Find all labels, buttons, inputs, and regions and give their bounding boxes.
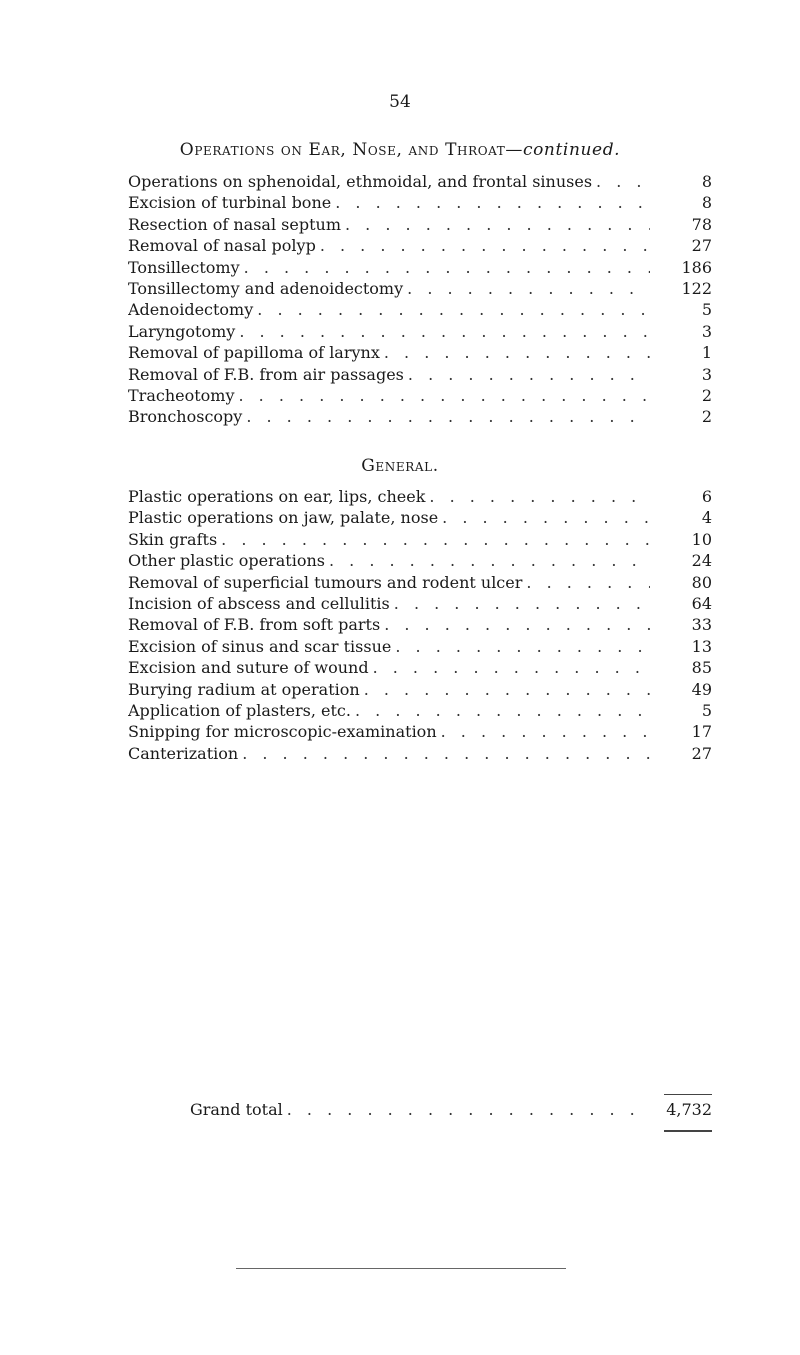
operation-label: Plastic operations on jaw, palate, nose [128,508,439,528]
operation-count: 6 [701,487,712,506]
operation-label: Skin grafts [128,529,218,549]
operation-count: 85 [691,658,712,678]
table-row [128,386,712,407]
leader-dots [407,279,650,298]
leader-dots [442,508,650,527]
leader-dots [329,551,650,570]
table-row [128,658,712,679]
operation-count: 1 [701,343,712,363]
operation-label: Removal of nasal polyp [128,236,316,256]
table-row [128,258,712,279]
leader-dots [320,236,650,255]
operation-count: 17 [691,722,712,742]
table-row [128,701,712,722]
leader-dots [394,594,650,613]
leader-dots [384,343,650,362]
operation-label: Removal of papilloma of larynx [128,343,380,363]
operation-count: 8 [701,193,712,213]
general-operations-list [128,487,712,765]
operation-label: Tonsillectomy [128,257,240,277]
operation-label: Removal of F.B. from soft parts [128,615,381,635]
leader-dots [335,193,650,212]
operation-label: Bronchoscopy [128,407,243,427]
footer-rule [236,1268,566,1269]
table-row [128,508,712,529]
operation-count: 5 [701,300,712,320]
leader-dots [257,300,650,319]
leader-dots [242,744,650,763]
table-row [128,279,712,300]
grand-total-value: 4,732 [666,1100,712,1119]
operation-count: 80 [691,572,712,592]
table-row [128,322,712,343]
operation-count: 33 [691,615,712,635]
bottom-rule [664,1130,712,1132]
operation-count: 122 [681,278,712,298]
operation-label: Tracheotomy [128,385,235,405]
operation-count: 13 [691,636,712,656]
leader-dots [287,1100,650,1119]
leader-dots [239,322,650,341]
operation-count: 8 [701,172,712,191]
table-row [128,722,712,743]
operation-label: Excision and suture of wound [128,658,369,678]
section-title-continued: continued. [522,140,621,160]
operation-label: Excision of turbinal bone [128,193,332,213]
ent-operations-list [128,172,712,429]
total-rule [664,1094,712,1095]
table-row [128,530,712,551]
leader-dots [355,701,650,720]
table-row [128,343,712,364]
operation-label: Application of plasters, etc. [128,700,351,720]
operation-label: Operations on sphenoidal, ethmoidal, and frontal sinuses [128,172,593,191]
leader-dots [526,573,650,592]
leader-dots [373,658,650,677]
operation-label: Other plastic operations [128,551,325,571]
operation-count: 10 [691,529,712,549]
table-row [128,193,712,214]
table-row [128,680,712,701]
operation-label: Laryngotomy [128,321,236,341]
leader-dots [408,365,650,384]
operation-label: Removal of superficial tumours and rodent ulcer [128,572,523,592]
section-title-ear-nose-throat [0,140,800,160]
section-title-text: Operations on Ear, Nose, and Throat— [179,140,523,160]
leader-dots [246,407,650,426]
operation-label: Removal of F.B. from air passages [128,364,404,384]
operation-label: Resection of nasal septum [128,214,341,234]
leader-dots [239,386,651,405]
operation-count: 49 [691,679,712,699]
operation-label: Tonsillectomy and adenoidectomy [128,278,404,298]
operation-count: 27 [691,743,712,763]
leader-dots [364,680,650,699]
operation-count: 4 [701,508,712,528]
leader-dots [429,487,650,506]
leader-dots [596,172,650,191]
operation-label: Excision of sinus and scar tissue [128,636,392,656]
operation-count: 3 [701,364,712,384]
table-row [128,744,712,765]
operation-count: 27 [691,236,712,256]
operation-count: 186 [681,257,712,277]
operation-label: Canterization [128,743,239,763]
leader-dots [384,615,650,634]
table-row [128,573,712,594]
grand-total-label: Grand total [190,1100,283,1119]
table-row [128,637,712,658]
operation-count: 5 [701,700,712,720]
table-row [128,407,712,428]
operation-count: 2 [701,407,712,427]
leader-dots [244,258,650,277]
leader-dots [221,530,650,549]
table-row [128,551,712,572]
grand-total-row [190,1100,712,1121]
operation-count: 24 [691,551,712,571]
table-row [128,615,712,636]
operation-label: Plastic operations on ear, lips, cheek [128,487,426,506]
table-row [128,300,712,321]
table-row [128,365,712,386]
operation-count: 78 [691,214,712,234]
operation-label: Adenoidectomy [128,300,254,320]
leader-dots [441,722,650,741]
table-row [128,172,712,193]
leader-dots [395,637,650,656]
operation-label: Incision of abscess and cellulitis [128,593,390,613]
operation-label: Snipping for microscopic-examination [128,722,437,742]
table-row [128,487,712,508]
leader-dots [345,215,650,234]
table-row [128,236,712,257]
operation-count: 2 [701,385,712,405]
operation-label: Burying radium at operation [128,679,360,699]
section-title-general: General. [361,456,439,476]
table-row [128,594,712,615]
table-row [128,215,712,236]
operation-count: 3 [701,321,712,341]
operation-count: 64 [691,593,712,613]
page-number: 54 [389,92,411,112]
